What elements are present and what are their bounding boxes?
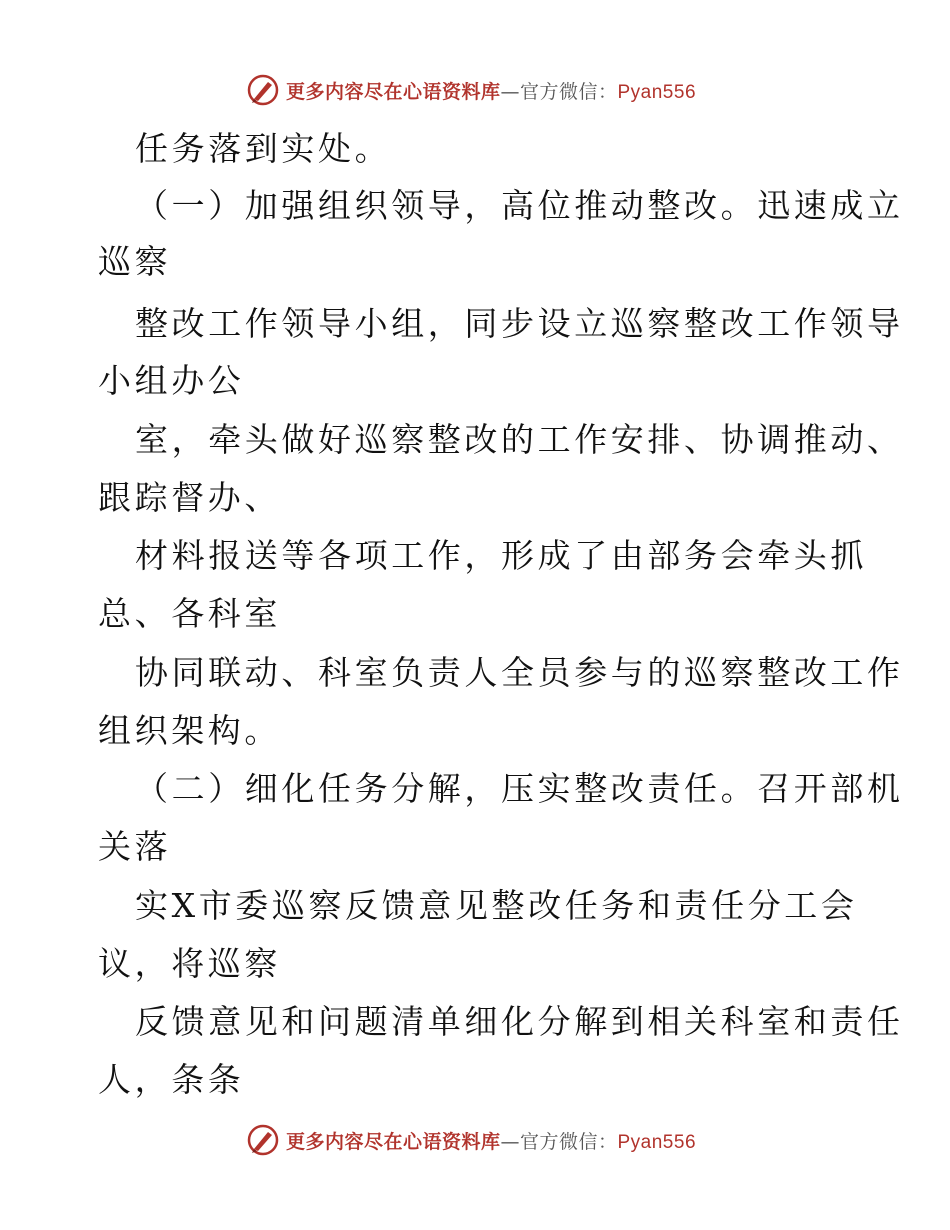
body-line: 跟踪督办、 [98, 478, 281, 517]
body-line: 任务落到实处。 [135, 129, 392, 168]
body-line: 反馈意见和问题清单细化分解到相关科室和责任 [135, 1002, 904, 1041]
header-banner-main: 更多内容尽在心语资料库 [285, 80, 501, 103]
body-line: 议，将巡察 [98, 944, 281, 983]
body-line: 整改工作领导小组，同步设立巡察整改工作领导 [135, 304, 904, 343]
footer-banner [0, 1120, 950, 1160]
body-line: 小组办公 [98, 361, 245, 400]
header-banner-wechat-id: Pyan556 [617, 81, 697, 103]
pen-logo-icon [246, 1123, 280, 1157]
body-line: 人，条条 [98, 1060, 245, 1099]
header-banner-separator: — [500, 80, 520, 103]
body-line: 总、各科室 [98, 594, 281, 633]
footer-banner-main: 更多内容尽在心语资料库 [285, 1130, 501, 1153]
footer-banner-text [286, 1127, 696, 1154]
body-line: 材料报送等各项工作，形成了由部务会牵头抓 [135, 536, 867, 575]
footer-banner-content [246, 1123, 696, 1157]
body-line: 巡察 [98, 242, 172, 281]
body-line: 室，牵头做好巡察整改的工作安排、协调推动、 [135, 420, 904, 459]
body-line: （一）加强组织领导，高位推动整改。迅速成立 [135, 186, 904, 225]
footer-banner-separator: — [500, 1130, 520, 1153]
footer-banner-wechat-id: Pyan556 [617, 1131, 697, 1153]
body-line: 组织架构。 [98, 711, 281, 750]
body-line: 关落 [98, 827, 172, 866]
body-line: 协同联动、科室负责人全员参与的巡察整改工作 [135, 653, 904, 692]
header-banner-wechat-label: 官方微信： [519, 80, 618, 103]
footer-banner-wechat-label: 官方微信： [519, 1130, 618, 1153]
body-line: （二）细化任务分解，压实整改责任。召开部机 [135, 769, 904, 808]
body-line: 实X市委巡察反馈意见整改任务和责任分工会 [135, 886, 858, 925]
